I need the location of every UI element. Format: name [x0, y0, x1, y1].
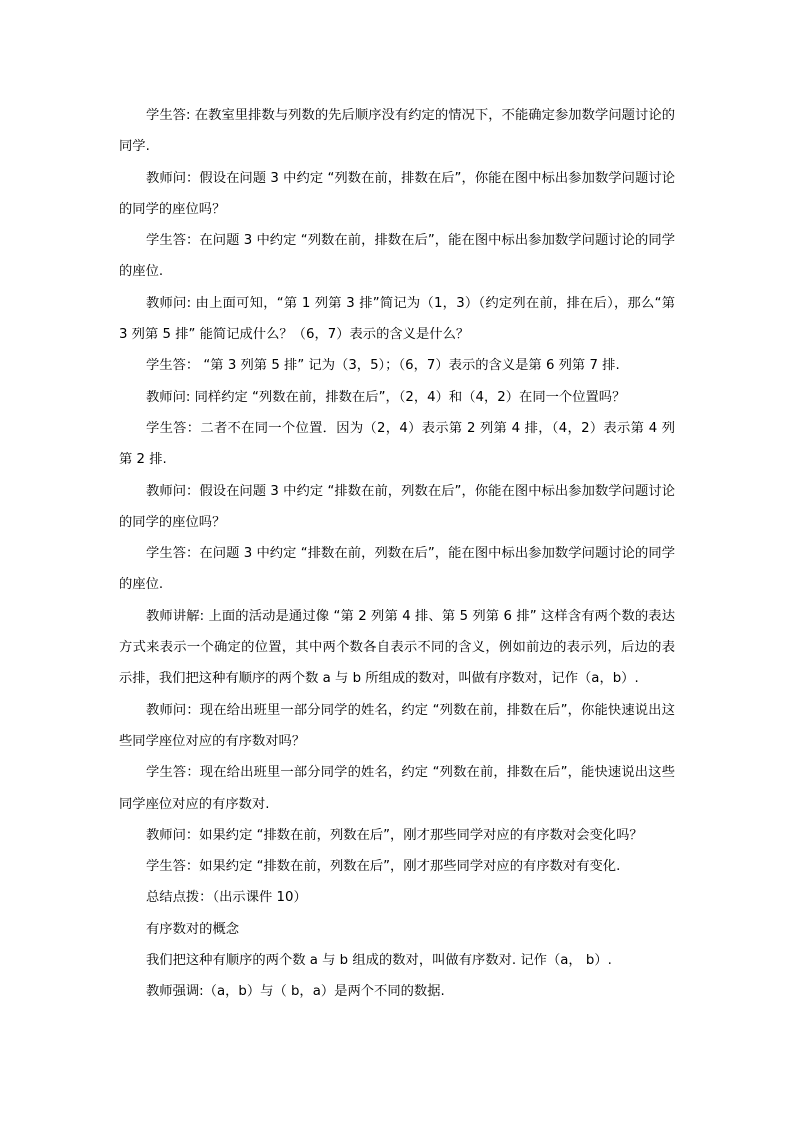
paragraph-summary: 总结点拨：（出示课件 10）: [146, 890, 307, 906]
paragraph-student-answer-6: 学生答：现在给出班里一部分同学的姓名，约定 “列数在前，排数在后”，能快速说出这些同学座位对应的有序数对.: [119, 765, 675, 812]
document-body: [119, 100, 675, 1008]
paragraph-teacher-question-6: 教师问：如果约定 “排数在前，列数在后”，刚才那些同学对应的有序数对会变化吗？: [146, 827, 643, 843]
paragraph-teacher-explanation: 教师讲解: 上面的活动是通过像 “第 2 列第 4 排、第 5 列第 6 排” 这样含有两个数的表达方式来表示一个确定的位置，其中两个数各自表示不同的含义，例如前边的表示列，后边的表示排，我们把这种有顺序的两个数 a 与 b 所组成的数对，叫做有序数对，记作（a，b）.: [119, 608, 675, 687]
paragraph-teacher-question-3: 教师问: 同样约定 “列数在前，排数在后”，（2，4）和（4，2）在同一个位置吗？: [146, 389, 626, 405]
paragraph-concept-definition: 我们把这种有顺序的两个数 a 与 b 组成的数对，叫做有序数对. 记作（a， b）.: [146, 953, 612, 969]
paragraph-teacher-emphasis: 教师强调:（a，b）与（ b，a）是两个不同的数据.: [146, 984, 445, 1000]
paragraph-student-answer-1: 学生答: 在教室里排数与列数的先后顺序没有约定的情况下，不能确定参加数学问题讨论的同学.: [119, 108, 675, 155]
paragraph-student-answer-5: 学生答：在问题 3 中约定 “排数在前，列数在后”，能在图中标出参加数学问题讨论的同学的座位.: [119, 546, 675, 593]
paragraph-student-answer-2: 学生答：在问题 3 中约定 “列数在前，排数在后”，能在图中标出参加数学问题讨论的同学的座位.: [119, 233, 675, 280]
paragraph-teacher-question-4: 教师问：假设在问题 3 中约定 “排数在前，列数在后”，你能在图中标出参加数学问题讨论的同学的座位吗？: [119, 483, 675, 530]
paragraph-teacher-question-2: 教师问: 由上面可知，“第 1 列第 3 排”简记为（1，3）（约定列在前，排在后），那么“第 3 列第 5 排” 能简记成什么？（6，7）表示的含义是什么？: [119, 295, 675, 343]
paragraph-student-answer-7: 学生答：如果约定 “排数在前，列数在后”，刚才那些同学对应的有序数对有变化.: [146, 859, 621, 875]
paragraph-student-answer-4: 学生答：二者不在同一个位置．因为（2，4）表示第 2 列第 4 排，（4，2）表示第 4 列第 2 排.: [119, 420, 675, 468]
paragraph-concept-title: 有序数对的概念: [146, 921, 240, 937]
paragraph-student-answer-3: 学生答： “第 3 列第 5 排” 记为（3，5）；（6，7）表示的含义是第 6 列第 7 排.: [146, 358, 620, 374]
paragraph-teacher-question-5: 教师问：现在给出班里一部分同学的姓名，约定 “列数在前，排数在后”，你能快速说出这些同学座位对应的有序数对吗？: [119, 702, 675, 749]
paragraph-teacher-question-1: 教师问：假设在问题 3 中约定 “列数在前，排数在后”，你能在图中标出参加数学问题讨论的同学的座位吗？: [119, 170, 675, 217]
